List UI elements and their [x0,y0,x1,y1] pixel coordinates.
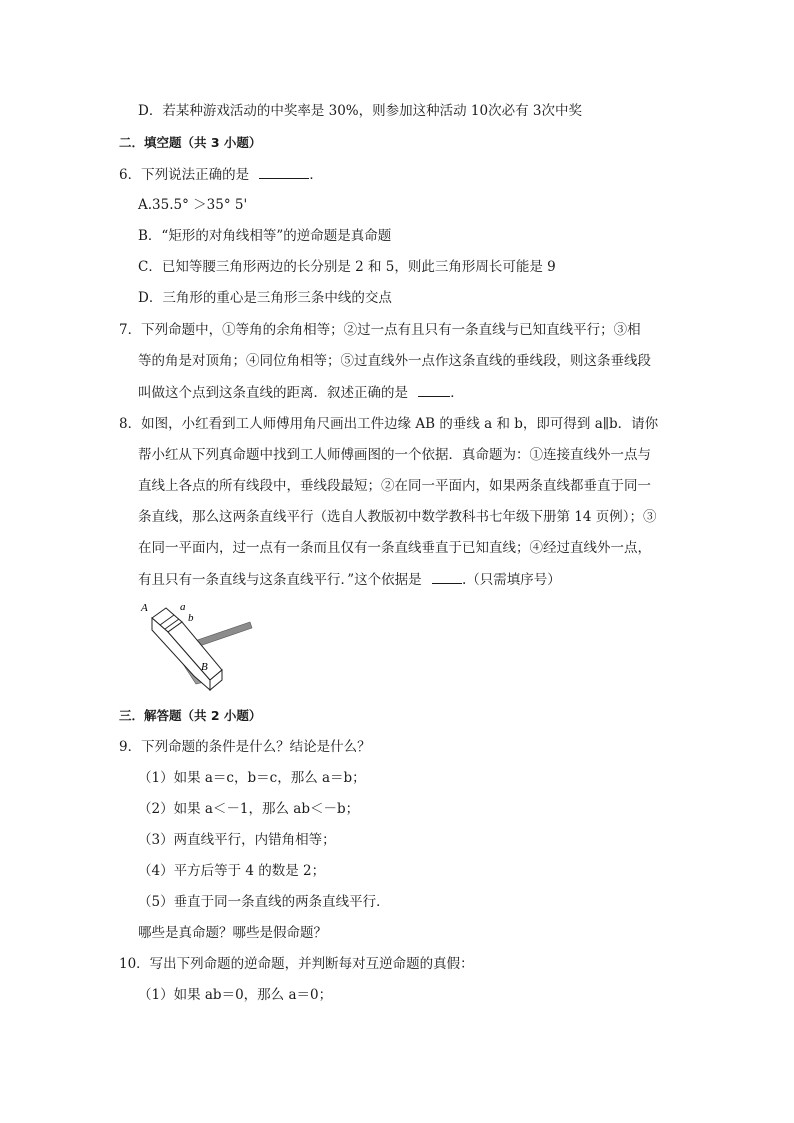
section-answer-title: 三．解答题（共 2 小题） [119,708,262,723]
q9-stem: 9．下列命题的条件是什么？结论是什么？ [119,739,371,755]
q9-item-2: （2）如果 a＜－1，那么 ab＜－b； [138,801,360,817]
q9-item-5: （5）垂直于同一条直线的两条直线平行． [138,894,390,910]
q7-text: 叫做这个点到这条直线的距离．叙述正确的是 [138,385,408,401]
q6-option-a: A.35.5° ＞35° 5' [138,197,248,213]
q7-line-1: 7．下列命题中，①等角的余角相等；②过一点有且只有一条直线与已知直线平行；③相 [119,322,641,338]
q6-option-c: C．已知等腰三角形两边的长分别是 2 和 5，则此三角形周长可能是 9 [138,259,556,275]
q9-question: 哪些是真命题？哪些是假命题？ [138,925,327,941]
q6-option-b: B．“矩形的对角线相等”的逆命题是真命题 [138,228,392,244]
q5-option-d: D．若某种游戏活动的中奖率是 30%，则参加这种活动 10次必有 3次中奖 [138,103,582,119]
q7-line-3 [138,382,464,403]
label-A: A [141,602,148,614]
q8-line-4: 条直线，那么这两条直线平行（选自人教版初中数学教科书七年级下册第 14 页例）；③ [138,509,657,525]
q8-line-5: 在同一平面内，过一点有一条而且仅有一条直线垂直于已知直线；④经过直线外一点， [138,540,651,556]
q9-item-3: （3）两直线平行，内错角相等； [138,832,336,848]
section-fill-in-title: 二．填空题（共 3 小题） [119,135,262,150]
q7-line-2: 等的角是对顶角；④同位角相等；⑤过直线外一点作这条直线的垂线段，则这条垂线段 [138,353,651,369]
q8-answer-blank[interactable] [432,569,462,584]
q9-item-1: （1）如果 a＝c，b＝c，那么 a＝b； [138,770,366,786]
q9-item-4: （4）平方后等于 4 的数是 2； [138,863,326,879]
label-B: B [201,661,208,673]
q8-text: 有且只有一条直线与这条直线平行．”这个依据是 [138,572,422,588]
q6-stem [119,164,323,185]
q8-line-1: 8．如图，小红看到工人师傅用角尺画出工件边缘 AB 的垂线 a 和 b，即可得到 a∥b．请你 [119,416,659,432]
q8-line-3: 直线上各点的所有线段中，垂线段最短；②在同一平面内，如果两条直线都垂直于同一 [138,478,651,494]
label-b: b [188,612,194,624]
q8-line-2: 帮小红从下列真命题中找到工人师傅画图的一个依据．真命题为：①连接直线外一点与 [138,447,651,463]
q7-answer-blank[interactable] [418,382,450,397]
label-a: a [180,601,186,613]
q8-end: .（只需填序号） [461,572,561,588]
q6-option-d: D．三角形的重心是三角形三条中线的交点 [138,290,392,306]
q10-item-1: （1）如果 ab＝0，那么 a＝0； [138,987,333,1003]
q6-text: 6．下列说法正确的是 [119,167,250,183]
q10-stem: 10．写出下列命题的逆命题，并判断每对互逆命题的真假： [119,956,474,972]
q6-answer-blank[interactable] [259,164,309,179]
q7-end: ． [450,385,464,401]
workpiece-figure [138,598,256,694]
q6-end: ． [309,167,323,183]
q8-line-6 [138,569,561,590]
